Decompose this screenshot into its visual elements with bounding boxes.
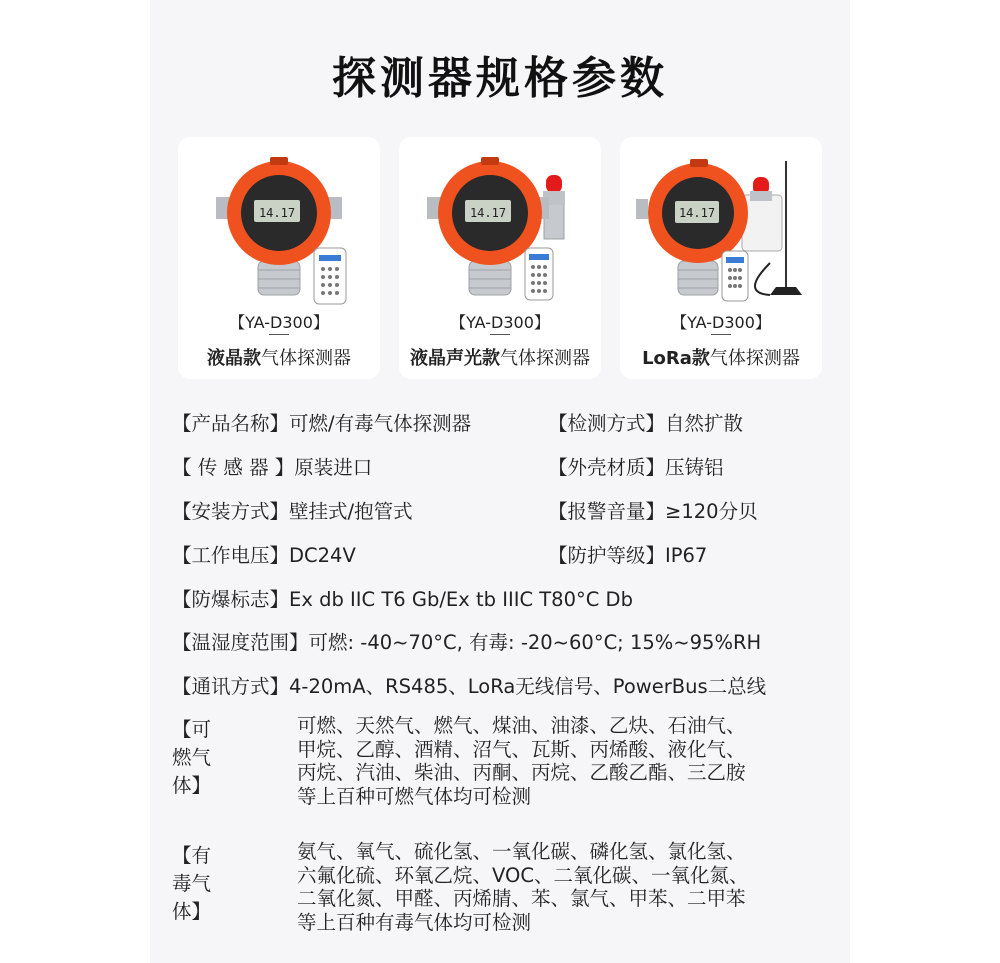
divider xyxy=(269,334,289,335)
spec-value: ≥120分贝 xyxy=(665,500,758,523)
spec-value: Ex db IIC T6 Gb/Ex tb IIIC T80°C Db xyxy=(289,588,633,611)
product-card-lora xyxy=(620,137,822,379)
spec-value: IP67 xyxy=(665,544,708,567)
lcd-readout: 14.17 xyxy=(469,206,507,220)
spec-label: 【防爆标志】 xyxy=(172,588,290,611)
lcd-readout: 14.17 xyxy=(258,206,296,220)
spec-label: 【安装方式】 xyxy=(172,500,290,523)
product-card-lcd-sound-light xyxy=(399,137,601,379)
product-name xyxy=(620,344,822,370)
lcd-readout: 14.17 xyxy=(678,206,716,220)
flammable-label: 【可燃气体】 xyxy=(172,718,212,797)
spec-label: 【温湿度范围】 xyxy=(172,631,309,654)
spec-label: 【工作电压】 xyxy=(172,544,290,567)
spec-label: 【产品名称】 xyxy=(172,412,290,435)
spec-label: 【外壳材质】 xyxy=(548,456,666,479)
spec-value: 可燃/有毒气体探测器 xyxy=(289,412,472,435)
spec-panel xyxy=(150,0,850,963)
product-name-bold: 液晶声光款 xyxy=(410,348,500,369)
spec-sensor xyxy=(172,452,372,480)
spec-value: DC24V xyxy=(289,544,356,567)
spec-installation xyxy=(172,496,413,524)
spec-communication xyxy=(172,671,766,699)
product-name xyxy=(178,344,380,370)
product-card-lcd xyxy=(178,137,380,379)
spec-value: 可燃: -40~70°C, 有毒: -20~60°C; 15%~95%RH xyxy=(308,631,762,654)
toxic-list xyxy=(297,840,857,934)
spec-housing xyxy=(548,452,724,480)
lcd-detector-icon xyxy=(178,143,380,311)
product-name-bold: 液晶款 xyxy=(207,348,261,369)
spec-protection xyxy=(548,540,707,568)
flammable-line: 等上百种可燃气体均可检测 xyxy=(297,784,532,808)
spec-alarm-volume xyxy=(548,496,758,524)
toxic-line: 等上百种有毒气体均可检测 xyxy=(297,910,532,934)
spec-value: 压铸铝 xyxy=(665,456,724,479)
spec-value: 自然扩散 xyxy=(665,412,744,435)
spec-label: 【防护等级】 xyxy=(548,544,666,567)
spec-product-name xyxy=(172,408,471,436)
flammable-list xyxy=(297,714,857,808)
spec-value: 壁挂式/抱管式 xyxy=(289,500,413,523)
flammable-line: 丙烷、汽油、柴油、丙酮、丙烷、乙酸乙酯、三乙胺 xyxy=(297,761,746,784)
product-name-bold: LoRa款 xyxy=(642,348,710,369)
lcd-sound-light-detector-icon xyxy=(399,143,601,311)
toxic-line: 二氧化氮、甲醛、丙烯腈、苯、氯气、甲苯、二甲苯 xyxy=(297,887,746,910)
product-name-rest: 气体探测器 xyxy=(261,348,351,369)
lora-detector-icon xyxy=(620,143,822,311)
toxic-line: 六氟化硫、环氧乙烷、VOC、二氧化碳、一氧化氮、 xyxy=(297,863,749,887)
divider xyxy=(490,334,510,335)
product-name-rest: 气体探测器 xyxy=(500,348,590,369)
spec-label: 【检测方式】 xyxy=(548,412,666,435)
spec-value: 4-20mA、RS485、LoRa无线信号、PowerBus二总线 xyxy=(289,675,767,698)
spec-temp-humidity xyxy=(172,627,761,655)
flammable-line: 甲烷、乙醇、酒精、沼气、瓦斯、丙烯酸、液化气、 xyxy=(297,737,746,761)
spec-value: 原装进口 xyxy=(294,456,373,479)
product-model: 【YA-D300】 xyxy=(229,313,329,332)
spec-label: 【 传 感 器 】 xyxy=(172,456,295,479)
spec-detection-method xyxy=(548,408,743,436)
page-title: 探测器规格参数 xyxy=(332,53,668,104)
product-name-rest: 气体探测器 xyxy=(709,348,800,369)
spec-explosion-proof xyxy=(172,584,633,612)
toxic-label: 【有毒气体】 xyxy=(172,844,212,923)
spec-label: 【报警音量】 xyxy=(548,500,666,523)
product-name xyxy=(399,344,601,370)
spec-voltage xyxy=(172,540,356,568)
product-model: 【YA-D300】 xyxy=(671,313,771,332)
product-model: 【YA-D300】 xyxy=(450,313,550,332)
toxic-line: 氨气、氧气、硫化氢、一氧化碳、磷化氢、氯化氢、 xyxy=(297,840,746,863)
divider xyxy=(711,334,731,335)
flammable-line: 可燃、天然气、燃气、煤油、油漆、乙炔、石油气、 xyxy=(297,714,746,737)
spec-label: 【通讯方式】 xyxy=(172,675,290,698)
